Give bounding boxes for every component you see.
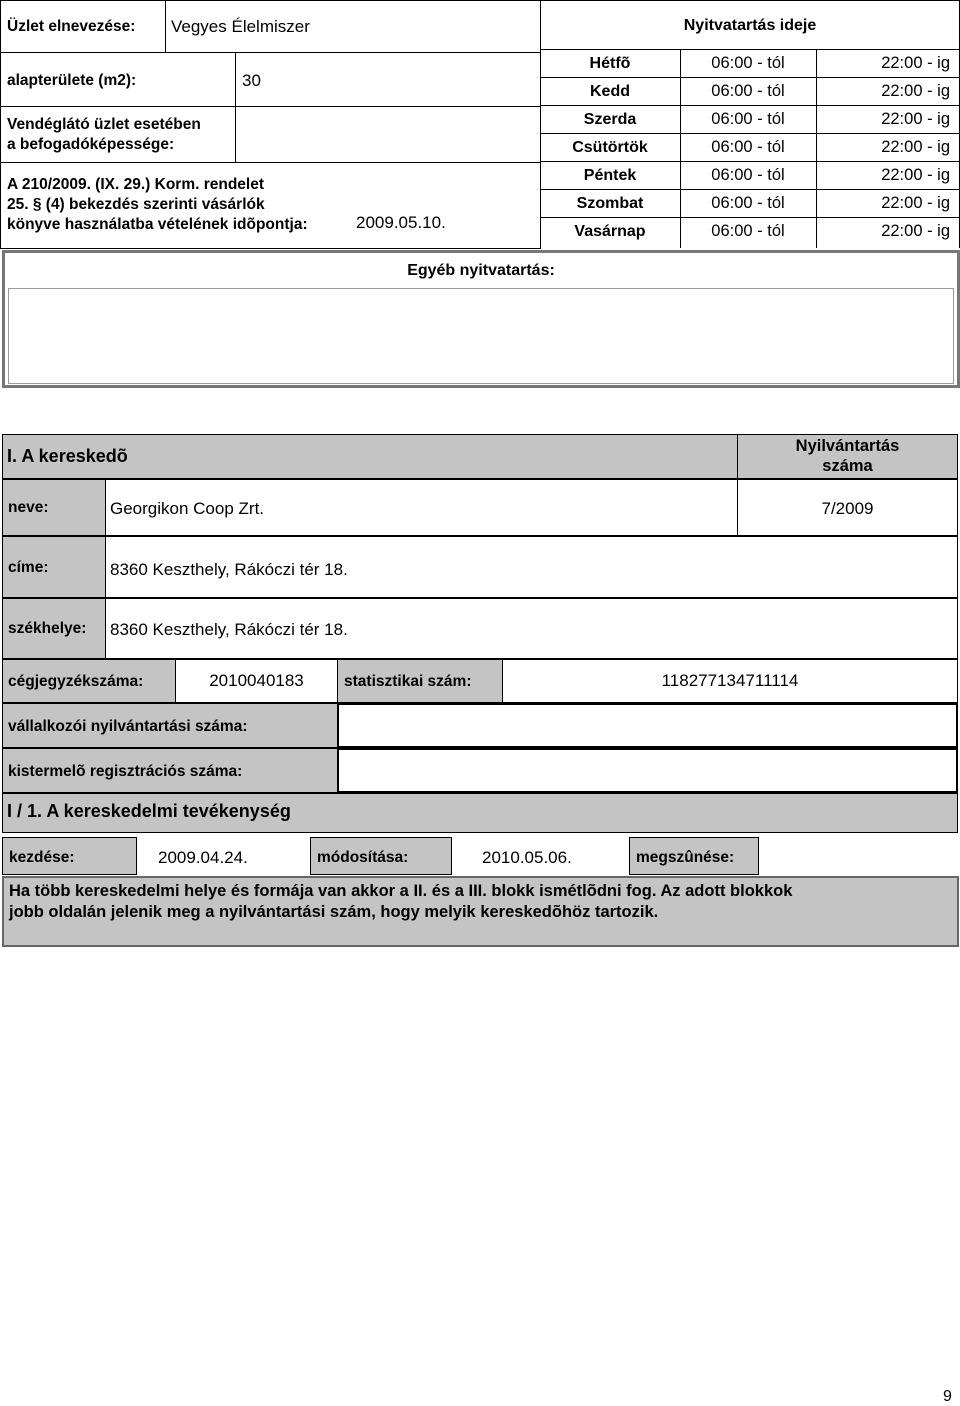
page-number: 9 [943, 1388, 952, 1405]
stat-label: statisztikai szám: [344, 673, 472, 690]
stat-field [502, 659, 958, 703]
end-label: megszûnése: [636, 849, 735, 866]
capacity-label-line2: a befogadóképessége: [7, 136, 175, 153]
other-hours-value-field [8, 288, 954, 384]
area-label: alapterülete (m2): [7, 72, 137, 89]
merchant-name-label: neve: [8, 499, 49, 516]
hours-from: 06:00 - tól [711, 110, 785, 128]
activity-note-box [2, 876, 959, 947]
hours-from: 06:00 - tól [711, 54, 785, 72]
start-value: 2009.04.24. [158, 848, 248, 867]
stat-label-box [337, 659, 503, 703]
start-label-box [2, 837, 137, 875]
merchant-section-header [2, 434, 738, 479]
company-reg-field [175, 659, 338, 703]
merchant-section-title: I. A kereskedõ [7, 446, 128, 466]
hours-from: 06:00 - tól [711, 166, 785, 184]
hours-from: 06:00 - tól [711, 82, 785, 100]
entrepreneur-label: vállalkozói nyilvántartási száma: [8, 718, 248, 735]
seat-value: 8360 Keszthely, Rákóczi tér 18. [110, 620, 348, 639]
activity-section-header [2, 793, 958, 833]
registry-header-box [737, 434, 958, 479]
hours-to: 22:00 - ig [881, 54, 950, 72]
other-hours-label: Egyéb nyitvatartás: [407, 262, 555, 279]
producer-field [337, 748, 958, 793]
decree-label-line3: könyve használatba vételének idõpontja: [7, 216, 308, 233]
hours-to: 22:00 - ig [881, 82, 950, 100]
entrepreneur-label-box [2, 703, 338, 748]
address-value: 8360 Keszthely, Rákóczi tér 18. [110, 560, 348, 579]
activity-note: Ha több kereskedelmi helye és formája van akkor a II. és a III. blokk ismétlõdni fog. Az adott blokkok jobb oldalán jelenik meg a nyilvántartási szám, hogy melyik kereskedõhöz tartozik. [9, 882, 793, 921]
hours-day: Hétfõ [589, 55, 631, 72]
end-label-box [629, 837, 759, 875]
merchant-name-label-box [2, 479, 106, 536]
producer-label-box [2, 748, 338, 793]
hours-to: 22:00 - ig [881, 166, 950, 184]
registry-number-field [737, 479, 958, 536]
shop-name-label: Üzlet elnevezése: [7, 18, 136, 35]
merchant-name-value: Georgikon Coop Zrt. [110, 499, 265, 518]
hours-day: Péntek [583, 167, 637, 184]
hours-from: 06:00 - tól [711, 222, 785, 240]
hours-day: Szombat [576, 195, 644, 212]
registry-header-line1: Nyilvántartás [795, 437, 900, 455]
company-reg-label-box [2, 659, 176, 703]
other-hours-box [2, 250, 960, 388]
registry-number-value: 7/2009 [821, 499, 874, 518]
decree-date-value: 2009.05.10. [356, 213, 446, 232]
merchant-name-field [105, 479, 738, 536]
hours-day: Kedd [590, 83, 630, 100]
entrepreneur-field [337, 703, 958, 748]
address-field [105, 536, 958, 598]
area-value: 30 [242, 71, 261, 90]
hours-to: 22:00 - ig [881, 110, 950, 128]
stat-value: 118277134711114 [661, 671, 799, 690]
activity-section-title: I / 1. A kereskedelmi tevékenység [7, 801, 291, 821]
hours-from: 06:00 - tól [711, 138, 785, 156]
company-reg-label: cégjegyzékszáma: [8, 673, 144, 690]
modify-value: 2010.05.06. [482, 848, 572, 867]
seat-label: székhelye: [8, 620, 87, 637]
modify-label-box [310, 837, 452, 875]
company-reg-value: 2010040183 [209, 671, 304, 690]
registry-header-line2: száma [822, 457, 873, 475]
start-label: kezdése: [9, 849, 75, 866]
hours-from: 06:00 - tól [711, 194, 785, 212]
hours-title: Nyitvatartás ideje [683, 17, 817, 34]
decree-label-line1: A 210/2009. (IX. 29.) Korm. rendelet [7, 176, 265, 193]
modify-label: módosítása: [317, 849, 409, 866]
address-label-box [2, 536, 106, 598]
hours-day: Szerda [583, 111, 637, 128]
hours-day: Vasárnap [574, 223, 646, 240]
hours-to: 22:00 - ig [881, 138, 950, 156]
hours-day: Csütörtök [572, 139, 648, 156]
seat-label-box [2, 598, 106, 659]
producer-label: kistermelõ regisztrációs száma: [8, 763, 243, 780]
hours-to: 22:00 - ig [881, 222, 950, 240]
address-label: címe: [8, 559, 49, 576]
shop-name-value: Vegyes Élelmiszer [171, 17, 310, 36]
hours-to: 22:00 - ig [881, 194, 950, 212]
seat-field [105, 598, 958, 659]
capacity-label-line1: Vendéglátó üzlet esetében [7, 116, 201, 133]
decree-label-line2: 25. § (4) bekezdés szerinti vásárlók [7, 196, 265, 213]
